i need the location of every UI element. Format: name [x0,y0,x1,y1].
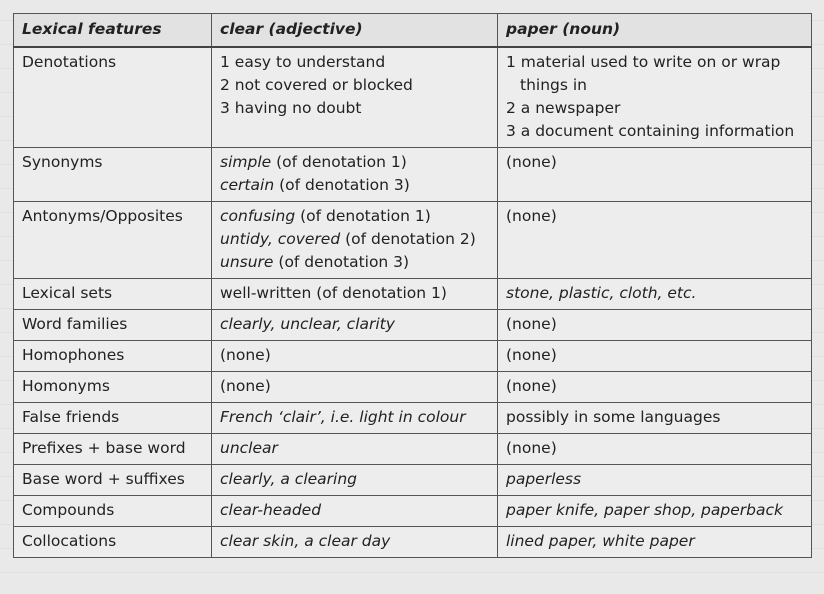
italic-text: French ‘clair’, i.e. light in colour [220,408,466,426]
feature-cell: False friends [14,403,212,434]
paper-cell-line [506,205,803,228]
table-row [14,148,812,202]
clear-cell-line [220,282,489,305]
paper-cell [498,47,812,148]
feature-cell: Antonyms/Opposites [14,202,212,279]
clear-cell [212,279,498,310]
paper-cell [498,403,812,434]
clear-cell [212,465,498,496]
paper-cell [498,434,812,465]
plain-text: (of denotation 2) [340,230,476,248]
feature-cell: Lexical sets [14,279,212,310]
paper-cell [498,465,812,496]
lexical-features-table [13,13,812,558]
header-clear: clear (adjective) [212,14,498,48]
italic-text: untidy, covered [220,230,341,248]
clear-cell-line [220,530,489,553]
feature-cell: Prefixes + base word [14,434,212,465]
paper-cell-line [506,406,803,429]
clear-cell [212,372,498,403]
italic-text: simple [220,153,272,171]
plain-text: (none) [220,377,271,395]
plain-text: (of denotation 1) [271,153,407,171]
paper-cell [498,279,812,310]
clear-cell-line [220,205,489,228]
clear-cell-line [220,499,489,522]
feature-cell: Synonyms [14,148,212,202]
plain-text: 3 a document containing information [506,122,795,140]
clear-cell-line [220,437,489,460]
paper-cell-line [506,97,803,120]
clear-cell [212,202,498,279]
paper-cell [498,496,812,527]
clear-cell [212,527,498,558]
italic-text: lined paper, white paper [506,532,695,550]
clear-cell-line [220,51,489,74]
clear-cell-line [220,375,489,398]
paper-cell-line [506,375,803,398]
plain-text: 3 having no doubt [220,99,362,117]
paper-cell [498,527,812,558]
feature-cell: Base word + suffixes [14,465,212,496]
clear-cell-line [220,468,489,491]
plain-text: (none) [506,207,557,225]
paper-cell-line [506,151,803,174]
clear-cell [212,403,498,434]
clear-cell-line [220,151,489,174]
paper-cell-line [506,313,803,336]
table-row [14,527,812,558]
plain-text: (of denotation 3) [274,176,410,194]
plain-text: (of denotation 1) [295,207,431,225]
clear-cell-line [220,74,489,97]
table-row [14,279,812,310]
header-row [14,14,812,48]
feature-cell: Denotations [14,47,212,148]
table-row [14,434,812,465]
plain-text: (none) [220,346,271,364]
italic-text: paper knife, paper shop, paperback [506,501,783,519]
paper-cell-line [506,344,803,367]
clear-cell-line [220,313,489,336]
plain-text: possibly in some languages [506,408,721,426]
italic-text: clearly, unclear, clarity [220,315,395,333]
paper-cell [498,372,812,403]
table-row [14,465,812,496]
clear-cell-line [220,174,489,197]
plain-text: (none) [506,315,557,333]
header-paper: paper (noun) [498,14,812,48]
italic-text: stone, plastic, cloth, etc. [506,284,697,302]
clear-cell [212,341,498,372]
table-row [14,372,812,403]
italic-text: certain [220,176,275,194]
clear-cell-line [220,97,489,120]
table-row [14,47,812,148]
plain-text: (of denotation 3) [273,253,410,271]
table-row [14,202,812,279]
paper-cell-line [506,437,803,460]
plain-text: 1 easy to understand [220,53,386,71]
italic-text: clear-headed [220,501,322,519]
italic-text: paperless [506,470,582,488]
paper-cell [498,148,812,202]
clear-cell-line [220,406,489,429]
plain-text: (none) [506,153,557,171]
italic-text: unclear [220,439,278,457]
clear-cell [212,310,498,341]
italic-text: clearly, a clearing [220,470,357,488]
italic-text: confusing [220,207,296,225]
feature-cell: Compounds [14,496,212,527]
plain-text: 2 not covered or blocked [220,76,413,94]
plain-text: (none) [506,346,557,364]
clear-cell [212,434,498,465]
feature-cell: Homonyms [14,372,212,403]
paper-cell-line [506,51,803,74]
feature-cell: Word families [14,310,212,341]
plain-text: (none) [506,439,557,457]
plain-text: 2 a newspaper [506,99,621,117]
table-row [14,310,812,341]
clear-cell-line [220,228,489,251]
italic-text: clear skin, a clear day [220,532,391,550]
table-row [14,496,812,527]
clear-cell [212,47,498,148]
clear-cell [212,496,498,527]
clear-cell-line [220,344,489,367]
plain-text: (none) [506,377,557,395]
clear-cell-line [220,251,489,274]
table-row [14,341,812,372]
paper-cell-line [506,282,803,305]
header-lexical-features: Lexical features [14,14,212,48]
feature-cell: Collocations [14,527,212,558]
plain-text: 1 material used to write on or wrap [506,53,781,71]
paper-cell-line [506,120,803,143]
table-body [14,47,812,558]
paper-cell [498,202,812,279]
paper-cell-line [506,74,803,97]
table-row [14,403,812,434]
plain-text: well-written (of denotation 1) [220,284,447,302]
paper-cell-line [506,468,803,491]
italic-text: unsure [220,253,274,271]
paper-cell [498,310,812,341]
plain-text: things in [520,76,588,94]
clear-cell [212,148,498,202]
paper-cell-line [506,530,803,553]
paper-cell-line [506,499,803,522]
feature-cell: Homophones [14,341,212,372]
paper-cell [498,341,812,372]
